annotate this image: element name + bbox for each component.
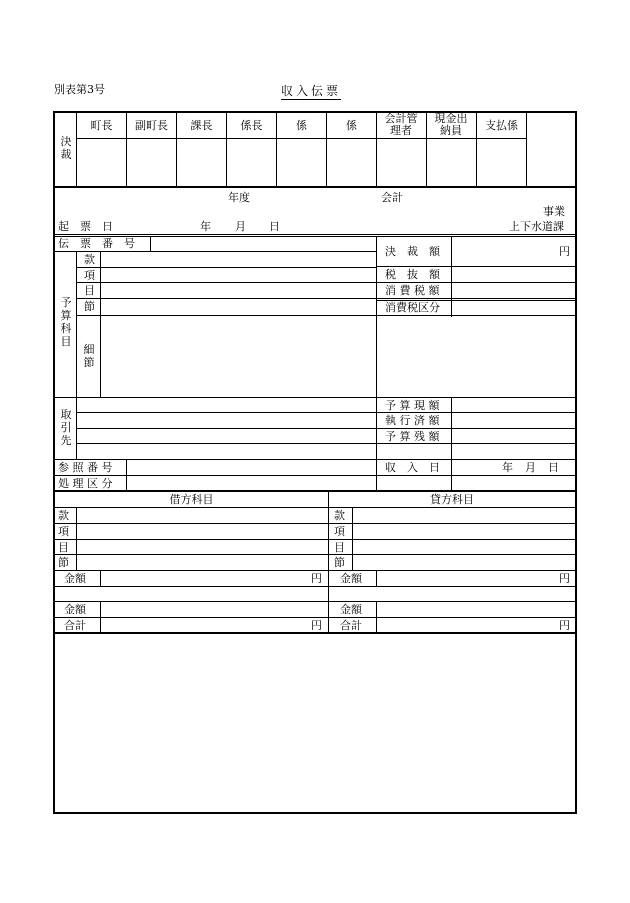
reference-number-label: 参 照 番 号 [58, 461, 113, 474]
debit-moku-label: 目 [58, 541, 69, 554]
setsu-label: 節 [84, 300, 95, 313]
kan-label: 款 [84, 253, 95, 266]
debit-title: 借方科目 [169, 493, 214, 506]
credit-amount-label-2: 金額 [340, 603, 362, 616]
remarks-area[interactable] [55, 634, 575, 812]
kou-label: 項 [84, 269, 95, 282]
debit-setsu-label: 節 [58, 556, 69, 569]
credit-title: 貸方科目 [430, 493, 474, 506]
decision-amount-label: 決 裁 額 [385, 245, 440, 258]
partner-label: 取引先 [60, 408, 72, 447]
decision-amount-yen: 円 [559, 245, 570, 258]
processing-type-label: 処 理 区 分 [58, 477, 113, 490]
fiscal-year-label: 年度 [228, 191, 250, 204]
debit-kan-label: 款 [58, 509, 69, 522]
consumption-tax-label: 消 費 税 額 [385, 284, 440, 297]
receipt-month-label: 月 [525, 461, 536, 474]
credit-total-label: 合計 [340, 619, 362, 632]
form-number: 別表第3号 [54, 83, 105, 96]
debit-kou-label: 項 [58, 525, 69, 538]
credit-amount-yen: 円 [559, 572, 570, 585]
saimoku-label: 細節 [83, 343, 95, 369]
issue-year-label: 年 [200, 220, 211, 233]
budget-current-label: 予 算 現 額 [385, 399, 440, 412]
moku-label: 目 [84, 284, 95, 297]
role-accounting-manager: 会計管理者 [384, 112, 418, 137]
credit-total-yen: 円 [559, 619, 570, 632]
debit-total-yen: 円 [311, 619, 322, 632]
business-label: 事業 [543, 205, 565, 218]
budget-items-label: 予算科目 [60, 296, 72, 348]
debit-total-label: 合計 [64, 619, 86, 632]
issue-date-label: 起 票 日 [58, 220, 113, 233]
receipt-date-label: 収 入 日 [385, 461, 440, 474]
role-subsection-chief: 係長 [240, 119, 263, 132]
receipt-day-label: 日 [548, 461, 559, 474]
role-town-mayor: 町長 [90, 119, 113, 132]
debit-amount-yen: 円 [311, 572, 322, 585]
page-title: 収入伝票 [281, 84, 342, 98]
slip-number-label: 伝 票 番 号 [58, 237, 135, 250]
debit-amount-label-2: 金額 [64, 603, 86, 616]
role-deputy-mayor: 副町長 [135, 119, 168, 132]
credit-setsu-label: 節 [334, 556, 345, 569]
remaining-budget-label: 予 算 残 額 [385, 430, 440, 443]
credit-kou-label: 項 [334, 525, 345, 538]
credit-moku-label: 目 [334, 541, 345, 554]
credit-kan-label: 款 [334, 509, 345, 522]
debit-amount-label: 金額 [64, 572, 86, 585]
tax-category-label: 消費税区分 [385, 301, 440, 314]
approval-label: 決裁 [60, 135, 72, 161]
role-payment-clerk: 支払係 [485, 119, 518, 132]
receipt-year-label: 年 [502, 461, 513, 474]
tax-excluded-label: 税 抜 額 [385, 268, 440, 281]
role-cashier: 現金出納員 [434, 112, 468, 137]
department-label: 上下水道課 [509, 220, 564, 233]
issue-day-label: 日 [269, 220, 280, 233]
role-staff-1: 係 [296, 119, 307, 132]
issue-month-label: 月 [235, 220, 246, 233]
account-label: 会計 [381, 191, 403, 204]
executed-amount-label: 執 行 済 額 [385, 414, 440, 427]
role-staff-2: 係 [346, 119, 357, 132]
credit-amount-label: 金額 [340, 572, 362, 585]
role-section-chief: 課長 [190, 119, 213, 132]
